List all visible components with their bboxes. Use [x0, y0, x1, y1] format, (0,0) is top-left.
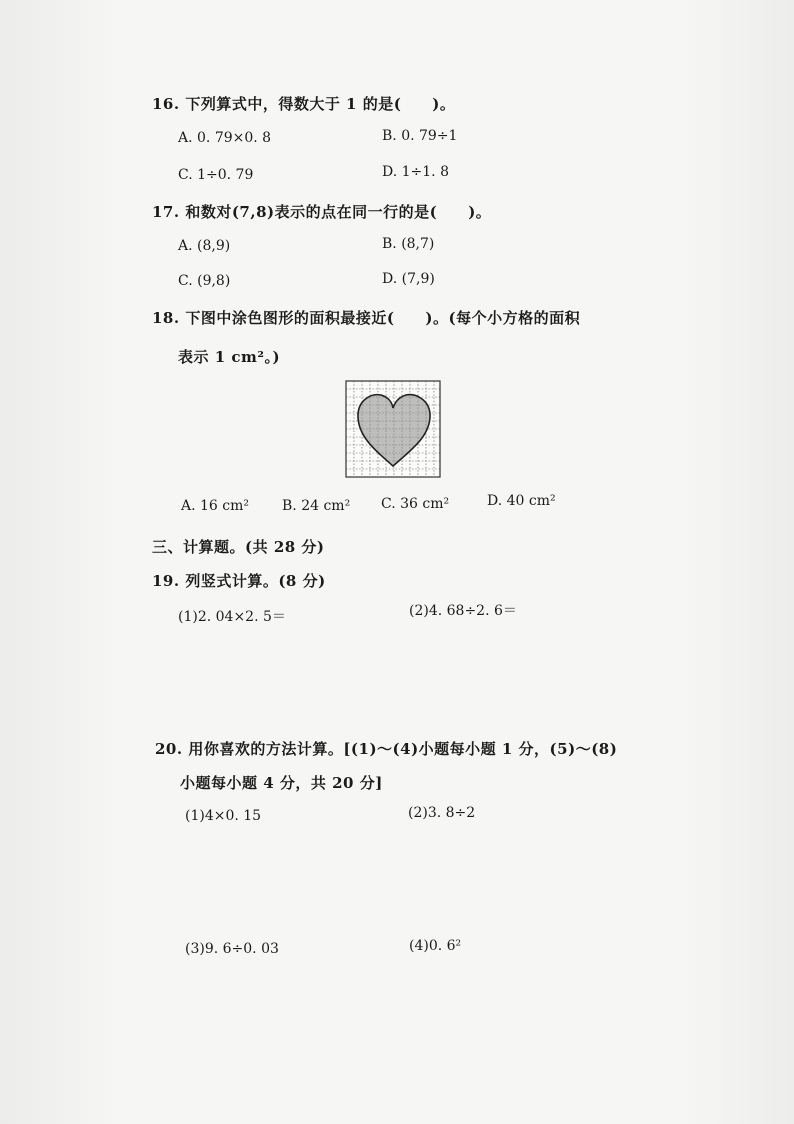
question-20-stem-line1: 20. 用你喜欢的方法计算。[(1)～(4)小题每小题 1 分，(5)～(8) — [155, 740, 618, 758]
question-17-option-a[interactable]: A. (8,9) — [178, 238, 231, 254]
section-3-title: 三、计算题。(共 28 分) — [152, 538, 325, 556]
question-18-option-c[interactable]: C. 36 cm² — [381, 496, 450, 512]
question-20-item-3: (3)9. 6÷0. 03 — [185, 941, 279, 957]
question-20-item-4: (4)0. 6² — [409, 938, 462, 954]
question-20-item-1: (1)4×0. 15 — [185, 808, 262, 824]
question-18-option-b[interactable]: B. 24 cm² — [282, 498, 351, 514]
question-20-stem-line2: 小题每小题 4 分，共 20 分] — [180, 774, 383, 792]
heart-grid-figure — [345, 380, 441, 478]
question-17-option-d[interactable]: D. (7,9) — [382, 271, 435, 287]
question-19-item-2: (2)4. 68÷2. 6＝ — [409, 603, 517, 619]
question-16-option-a[interactable]: A. 0. 79×0. 8 — [178, 130, 272, 146]
question-16-option-b[interactable]: B. 0. 79÷1 — [382, 128, 458, 144]
question-20-item-2: (2)3. 8÷2 — [408, 805, 476, 821]
question-17-option-c[interactable]: C. (9,8) — [178, 273, 231, 289]
question-16-option-c[interactable]: C. 1÷0. 79 — [178, 167, 254, 183]
question-18-option-a[interactable]: A. 16 cm² — [181, 498, 250, 514]
question-17-stem: 17. 和数对(7,8)表示的点在同一行的是( )。 — [152, 203, 492, 221]
question-18-stem-line2: 表示 1 cm²。) — [178, 348, 281, 366]
question-17-option-b[interactable]: B. (8,7) — [382, 236, 435, 252]
question-19-stem: 19. 列竖式计算。(8 分) — [152, 572, 326, 590]
question-16-option-d[interactable]: D. 1÷1. 8 — [382, 164, 449, 180]
question-18-option-d[interactable]: D. 40 cm² — [487, 493, 556, 509]
question-18-stem-line1: 18. 下图中涂色图形的面积最接近( )。(每个小方格的面积 — [152, 309, 581, 327]
question-16-stem: 16. 下列算式中，得数大于 1 的是( )。 — [152, 95, 456, 113]
heart-grid-svg — [345, 380, 441, 478]
question-19-item-1: (1)2. 04×2. 5＝ — [178, 609, 286, 625]
